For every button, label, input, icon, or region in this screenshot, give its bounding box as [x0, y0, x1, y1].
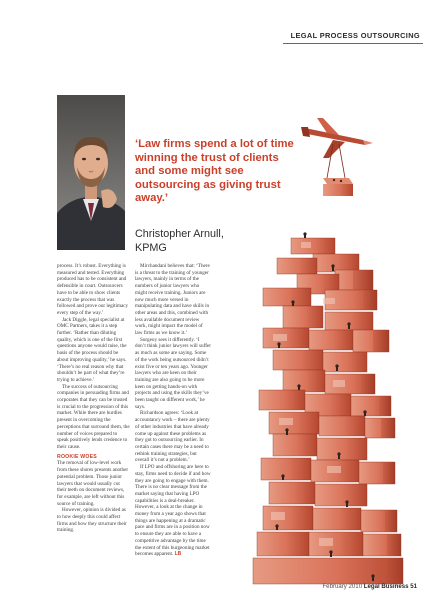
- body-column-left: [57, 263, 130, 534]
- section-header: LEGAL PROCESS OUTSOURCING: [290, 31, 420, 40]
- footer-magazine: Legal Business: [363, 583, 409, 590]
- paragraph: The removal of low-level work from these shores presents another potential problem. Those junior lawyers that would usually cut their teeth on document reviews, for example, are left without this source of training.: [57, 460, 129, 507]
- paragraph-text: If LPO and offshoring are here to stay, firms need to decide if and how they are going to engage with them. There is no clear message from the market saying that having LPO capabilities is a deal-breaker. However, a look at the change in money from a year ago shows that things are happening at a dramatic pace and firms are in a position now to ensure they are able to have a competitive advantage by the time the extent of this burgeoning market becomes apparent.: [135, 464, 211, 558]
- portrait-photo: [57, 95, 125, 250]
- quote-attribution-name: Christopher Arnull,: [135, 228, 224, 240]
- page-number: 51: [410, 583, 417, 590]
- paragraph: [135, 464, 211, 558]
- paragraph: process. It’s robust. Everything is measured and tested. Everything produced has to be consistent and defensible in court. Outsourcers have to be able to show clients exactly the process that was followed and prove our legitimacy every step of the way.’: [57, 263, 129, 316]
- subheading: ROOKIE WOES: [57, 453, 97, 460]
- paragraph: The success of outsourcing companies in persuading firms and corporates that they can be trusted is crucial to the progression of this market. While there are hurdles present in overcoming the perceptions that surround them, the number of voices prepared to speak positively lends credence to their cause.: [57, 383, 130, 450]
- paragraph: However, opinion is divided as to how deeply this could affect firms and how they structure their training.: [57, 507, 127, 534]
- paragraph: Mirchandani believes that: ‘There is a threat to the training of younger lawyers, mainly in terms of the numbers of junior lawyers who might receive training. Juniors are now much more versed in manipulating data and have skills in other areas and this, combined with less available document review work, might impact the model of law firms as we know it.’: [135, 263, 210, 337]
- page-footer: [322, 583, 417, 590]
- header-rule: [283, 43, 423, 44]
- pull-quote: ‘Law firms spend a lot of time winning the trust of clients and some might see outsourcing as giving trust away.’: [135, 138, 294, 205]
- end-mark: LB: [174, 551, 182, 558]
- paragraph: Richardson agrees: ‘Look at accountancy work – there are plenty of other industries that have already come up against these problems as they got to outsourcing earlier. In certain cases there may be a need to rethink training strategies, but overall it’s not a problem.’: [135, 410, 210, 464]
- tower-illustration: [213, 118, 435, 588]
- airplane-icon: [301, 118, 373, 196]
- paragraph: Jack Diggle, legal specialist at OMC Partners, takes it a step further. ‘Rather than diluting quality, which is one of the first questions anyone would raise, the basis of the process should be about improving quality,’ he says. ‘There’s no real reason why that shouldn’t be part of what they’re trying to achieve.’: [57, 316, 127, 383]
- footer-date: February 2010: [322, 583, 363, 590]
- quote-attribution-org: KPMG: [135, 242, 167, 254]
- body-column-middle: [135, 263, 211, 558]
- paragraph: Surgeoy sees it differently. ‘I don’t think junior lawyers will suffer as much as some are saying. Some of the work being outsourced didn’t exist five or ten years ago. Younger lawyers who are keen on their training are also going to be more keen on getting hands-on with projects and using the skills they’ve been taught on different work,’ he says.: [135, 336, 211, 410]
